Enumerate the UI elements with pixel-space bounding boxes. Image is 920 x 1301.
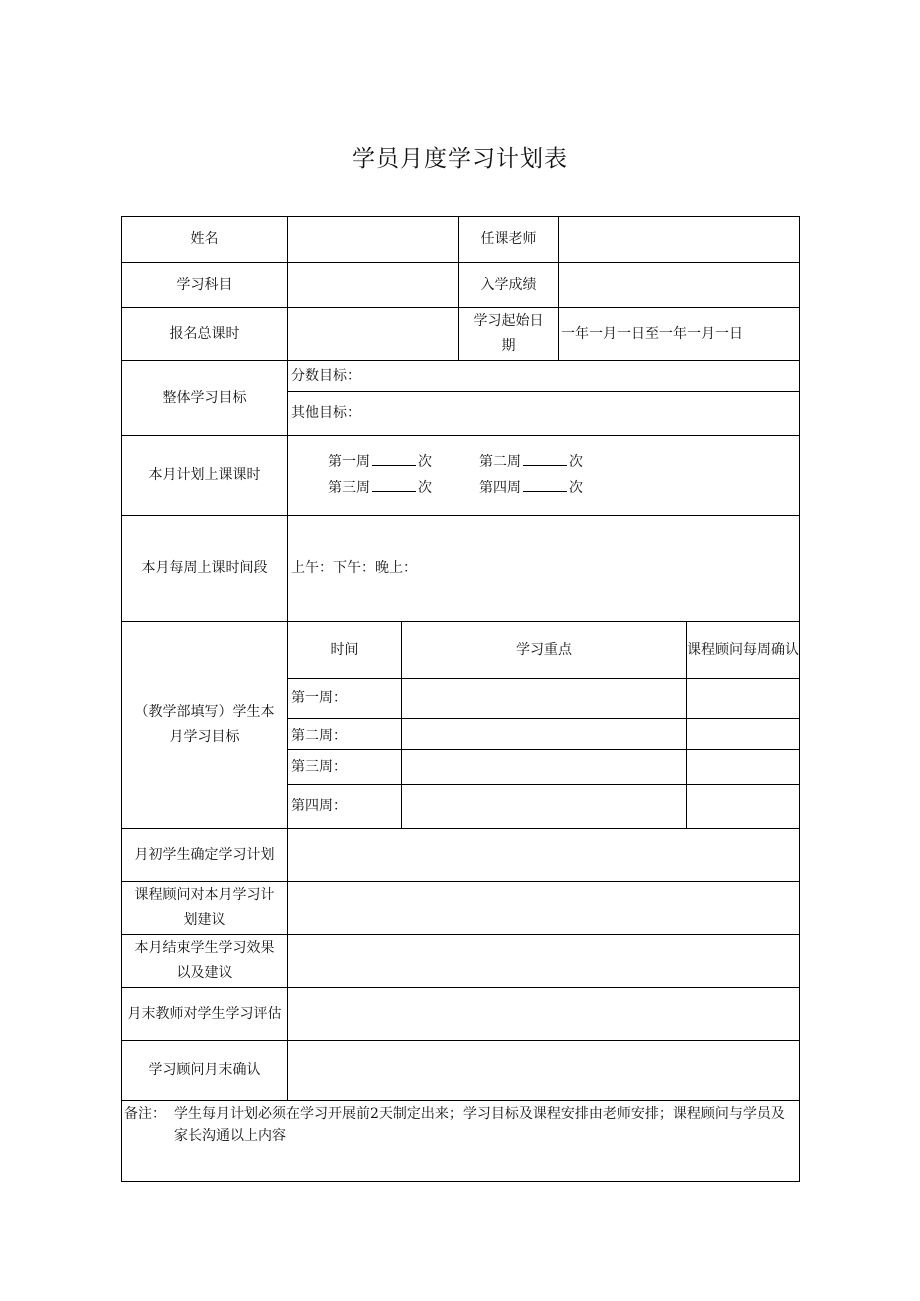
grid-line xyxy=(121,1181,800,1182)
goal-week-2: 第二周： xyxy=(291,728,347,744)
time-header: 时间 xyxy=(330,641,359,658)
goal-week-3: 第三周： xyxy=(291,758,347,775)
student-plan-field[interactable] xyxy=(288,829,799,881)
subject-label: 学习科目 xyxy=(176,276,233,293)
month-result-label: 本月结束学生学习效果以及建议 xyxy=(134,940,275,981)
goal-week-3-confirm[interactable] xyxy=(687,750,799,784)
subject-field[interactable] xyxy=(288,263,458,307)
week-2-count[interactable]: 第二周 次 xyxy=(479,454,583,470)
student-plan-label: 月初学生确定学习计划 xyxy=(134,846,275,863)
goal-week-4: 第四周： xyxy=(291,798,347,814)
page-title: 学员月度学习计划表 xyxy=(352,146,568,172)
teacher-field[interactable] xyxy=(559,217,799,262)
week-1-count[interactable]: 第一周 次 xyxy=(328,454,432,470)
week-4-count[interactable]: 第四周 次 xyxy=(479,480,583,496)
note-label: 备注： xyxy=(124,1106,166,1122)
teacher-eval-field[interactable] xyxy=(288,988,799,1040)
focus-header: 学习重点 xyxy=(516,641,572,658)
advisor-confirm-label: 学习顾问月末确认 xyxy=(148,1062,261,1078)
name-label: 姓名 xyxy=(190,231,219,247)
grid-line xyxy=(799,216,800,1182)
total-hours-field[interactable] xyxy=(288,308,458,360)
entry-score-label: 入学成绩 xyxy=(480,276,537,293)
start-date-label: 学习起始日期 xyxy=(473,313,544,354)
total-hours-label: 报名总课时 xyxy=(169,325,240,342)
goal-week-3-focus[interactable] xyxy=(402,750,686,784)
note-text: 学生每月计划必须在学习开展前2天制定出来；学习目标及课程安排由老师安排；课程顾问与学员及家长沟通以上内容 xyxy=(174,1106,785,1144)
grid-line xyxy=(121,1100,800,1101)
name-field[interactable] xyxy=(288,217,458,262)
confirm-header: 课程顾问每周确认 xyxy=(687,641,799,658)
advisor-suggestion-field[interactable] xyxy=(288,882,799,934)
teacher-eval-label: 月末教师对学生学习评估 xyxy=(127,1005,282,1022)
other-goal-field[interactable]: 其他目标： xyxy=(291,405,361,421)
goal-week-4-focus[interactable] xyxy=(402,785,686,828)
score-goal-field[interactable]: 分数目标： xyxy=(291,367,361,384)
weekly-slots-label: 本月每周上课时间段 xyxy=(141,560,268,576)
entry-score-field[interactable] xyxy=(559,263,799,307)
week-3-count[interactable]: 第三周 次 xyxy=(328,480,432,496)
goal-week-1: 第一周： xyxy=(291,690,347,706)
month-result-field[interactable] xyxy=(288,935,799,987)
date-range-field[interactable]: 一年一月一日至一年一月一日 xyxy=(561,325,743,342)
overall-goal-label: 整体学习目标 xyxy=(162,389,247,406)
weekly-slots-field[interactable]: 上午：下午：晚上： xyxy=(291,560,417,576)
goal-week-1-confirm[interactable] xyxy=(687,679,799,718)
dept-goal-label: （教学部填写）学生本月学习目标 xyxy=(134,704,275,745)
monthly-plan-label: 本月计划上课课时 xyxy=(148,467,261,483)
goal-week-1-focus[interactable] xyxy=(402,679,686,718)
goal-week-2-confirm[interactable] xyxy=(687,719,799,749)
advisor-suggestion-label: 课程顾问对本月学习计划建议 xyxy=(134,887,275,928)
teacher-label: 任课老师 xyxy=(480,231,537,247)
plan-form xyxy=(121,216,800,1182)
goal-week-4-confirm[interactable] xyxy=(687,785,799,828)
goal-week-2-focus[interactable] xyxy=(402,719,686,749)
advisor-confirm-field[interactable] xyxy=(288,1041,799,1100)
